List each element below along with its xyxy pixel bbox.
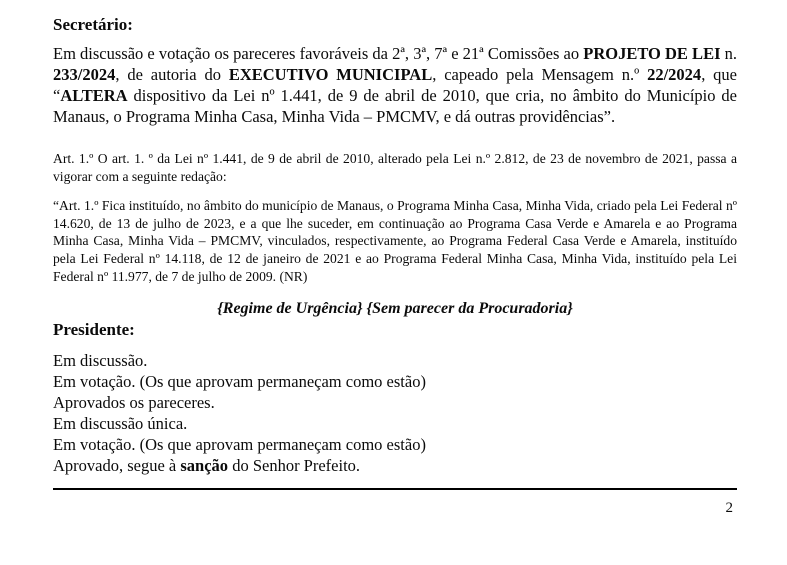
president-heading: Presidente: (53, 320, 135, 340)
footer-divider (53, 488, 737, 490)
procedure-line-5: Em votação. (Os que aprovam permaneçam como estão) (53, 435, 426, 455)
article-1-paragraph: Art. 1.º O art. 1. º da Lei nº 1.441, de 9 de abril de 2010, alterado pela Lei n.º 2.812, de 23 de novembro de 2021, passa a vigorar com a seguinte redação: (53, 151, 737, 184)
deliberation-paragraph: Em discussão e votação os pareceres favoráveis da 2ª, 3ª, 7ª e 21ª Comissões ao PROJETO DE LEI n. 233/2024, de autoria do EXECUTIVO MUNICIPAL, capeado pela Mensagem n.º 22/2024, que “ALTERA dispositivo da Lei nº 1.441, de 9 de abril de 2010, que cria, no âmbito do Município de Manaus, o Programa Minha Casa, Minha Vida – PMCMV, e dá outras providências”. (53, 44, 738, 126)
procedure-line-4: Em discussão única. (53, 414, 188, 434)
quoted-article-paragraph: “Art. 1.º Fica instituído, no âmbito do município de Manaus, o Programa Minha Casa, Minha Vida, criado pela Lei Federal nº 14.620, de 13 de julho de 2023, e a que lhe suceder, em continuação ao Programa Casa Verde e Amarela e ao Programa Minha Casa, Minha Vida – PMCMV, vinculados, respectivamente, ao Programa Federal Casa Verde e Amarela, instituído pela Lei Federal nº 14.118, de 12 de janeiro de 2021 e ao Programa Federal Minha Casa, Minha Vida, instituído pela Lei Federal nº 11.977, de 7 de julho de 2009. (NR) (53, 198, 737, 284)
procedure-line-3: Aprovados os pareceres. (53, 393, 215, 413)
page-number: 2 (725, 500, 733, 517)
procedure-line-2: Em votação. (Os que aprovam permaneçam como estão) (53, 372, 426, 392)
procedure-lines (53, 350, 737, 476)
procedure-line-6: Aprovado, segue à sanção do Senhor Prefeito. (53, 456, 361, 476)
procedure-line-1: Em discussão. (53, 351, 148, 371)
urgency-note: {Regime de Urgência} {Sem parecer da Procuradoria} (217, 300, 573, 318)
secretary-heading: Secretário: (53, 15, 133, 34)
